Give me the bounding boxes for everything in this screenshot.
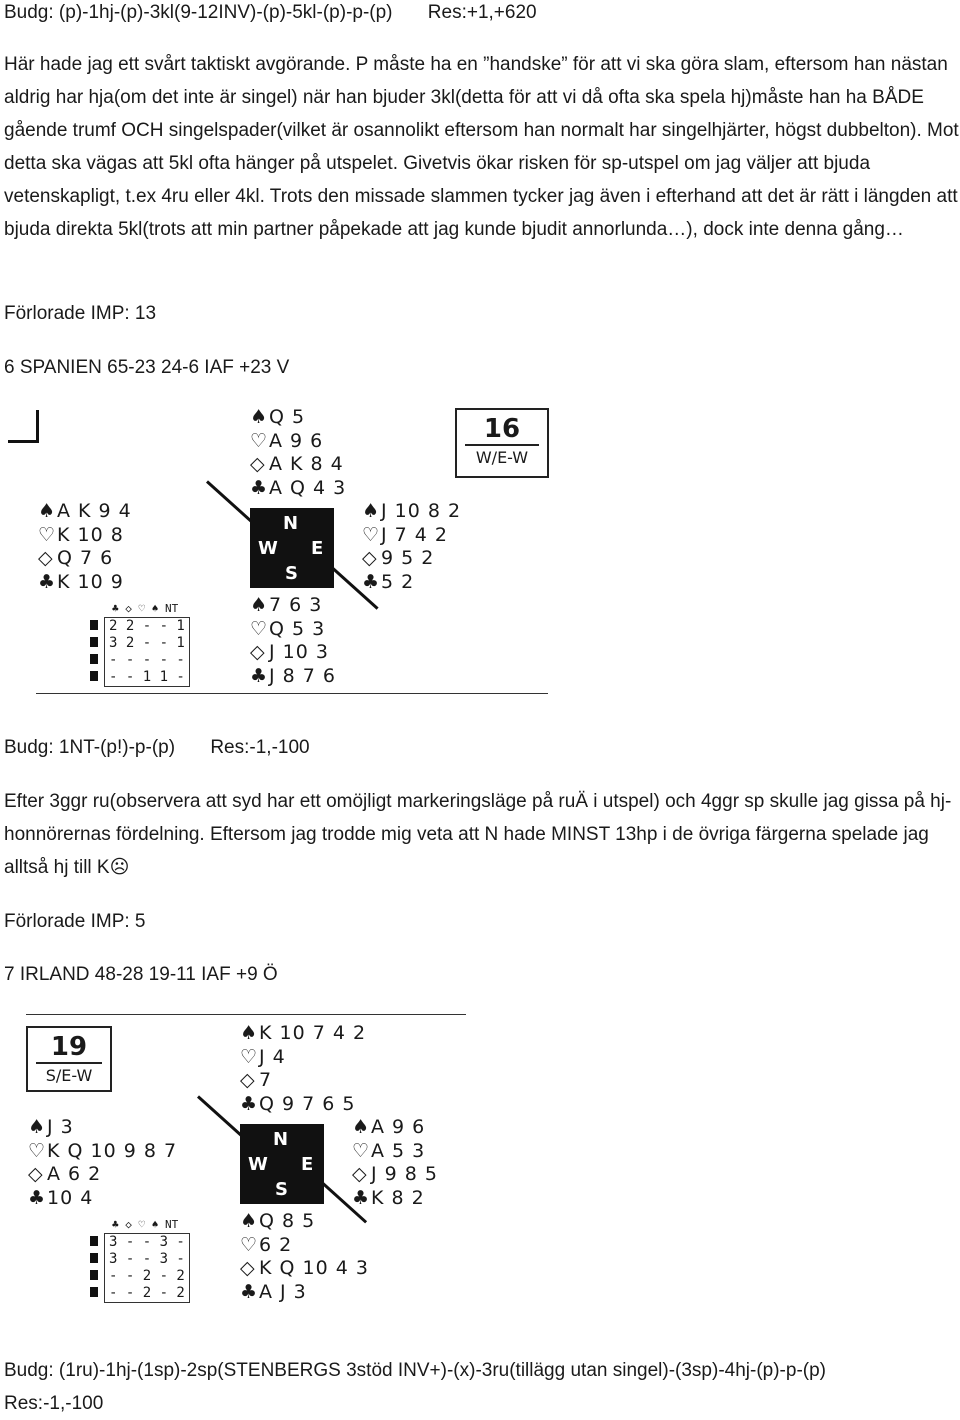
cards: 5 2 <box>381 570 415 593</box>
heart-row <box>250 430 346 454</box>
compass-north: N <box>283 513 299 534</box>
cards: J 7 4 2 <box>381 523 448 546</box>
cards: A J 3 <box>259 1280 307 1303</box>
cards: Q 8 5 <box>259 1210 316 1232</box>
club-icon: ♣ <box>352 1186 371 1209</box>
cards: K 10 7 4 2 <box>259 1022 367 1044</box>
cards: J 8 7 6 <box>269 664 336 687</box>
cards: Q 7 6 <box>57 547 114 569</box>
topline <box>26 1014 466 1015</box>
spade-row <box>352 1116 438 1140</box>
result-text: Res:+1,+620 <box>427 2 537 23</box>
cards: 7 6 3 <box>269 594 323 616</box>
south-hand <box>240 1210 369 1304</box>
direction-marker <box>90 1233 104 1250</box>
spade-icon: ♠ <box>362 500 381 522</box>
spade-row <box>28 1116 177 1140</box>
heart-row <box>28 1140 177 1164</box>
compass-box <box>250 508 334 588</box>
dd-row: 3 2 - - 1 <box>109 635 185 651</box>
board-number: 16 <box>465 414 539 446</box>
diamond-row <box>250 453 346 477</box>
lost-imp-16: Förlorade IMP: 5 <box>4 911 146 932</box>
diamond-row <box>352 1163 438 1187</box>
dd-row: 2 2 - - 1 <box>109 618 185 634</box>
spade-icon: ♠ <box>240 1022 259 1044</box>
cards: 9 5 2 <box>381 547 435 569</box>
bidding-text: Budg: (p)-1hj-(p)-3kl(9-12INV)-(p)-5kl-(p)-p-(p) <box>4 2 393 23</box>
spade-row <box>250 406 346 430</box>
spade-icon: ♠ <box>240 1210 259 1232</box>
club-row <box>38 571 132 595</box>
club-row <box>362 571 461 595</box>
club-row <box>352 1187 438 1211</box>
direction-marker <box>90 651 104 668</box>
bidding-line-19 <box>4 1354 959 1420</box>
analysis-paragraph-16: Efter 3ggr ru(observera att syd har ett omöjligt markeringsläge på ruÄ i utspel) och 4ggr sp skulle jag gissa på hj-honnörernas fördelning. Eftersom jag trodde mig veta att N hade MINST 13hp i de övriga färgerna spelade jag alltså hj till K☹ <box>4 791 952 878</box>
cards: A 6 2 <box>47 1163 102 1185</box>
diamond-icon: ◇ <box>240 1257 256 1279</box>
cards: Q 5 <box>269 406 306 428</box>
cards: J 10 8 2 <box>381 500 462 522</box>
board-box <box>26 1026 112 1092</box>
diamond-icon: ◇ <box>352 1163 368 1185</box>
club-row <box>28 1187 177 1211</box>
bidding-text: Budg: 1NT-(p!)-p-(p) <box>4 737 176 758</box>
direction-marker <box>90 1267 104 1284</box>
double-dummy-table <box>90 600 190 687</box>
cards: 7 <box>259 1069 273 1091</box>
club-icon: ♣ <box>240 1280 259 1303</box>
spade-icon: ♠ <box>352 1116 371 1138</box>
dd-header: ♣ ◇ ♡ ♠ NT <box>112 602 179 615</box>
heart-row <box>250 618 336 642</box>
spade-row <box>250 594 336 618</box>
heart-row <box>240 1234 369 1258</box>
heart-icon: ♡ <box>38 523 57 546</box>
spade-row <box>240 1022 366 1046</box>
bidding-line-top <box>4 0 537 29</box>
cards: J 9 8 5 <box>371 1163 438 1185</box>
club-icon: ♣ <box>250 476 269 499</box>
heart-icon: ♡ <box>250 429 269 452</box>
dd-row: - - - - - <box>109 652 185 668</box>
deal-diagram-19 <box>0 1012 560 1312</box>
cards: A K 9 4 <box>57 500 132 522</box>
cards: A 9 6 <box>269 429 324 452</box>
match-heading-7: 7 IRLAND 48-28 19-11 IAF +9 Ö <box>4 964 278 985</box>
direction-marker <box>90 1250 104 1267</box>
direction-marker <box>90 1284 104 1301</box>
baseline <box>36 693 548 694</box>
dd-grid <box>104 617 190 687</box>
heart-row <box>352 1140 438 1164</box>
cards: Q 5 3 <box>269 617 326 640</box>
direction-marker <box>90 668 104 685</box>
dd-direction-markers <box>90 1233 104 1303</box>
result-text: Res:-1,-100 <box>4 1393 104 1414</box>
heart-icon: ♡ <box>362 523 381 546</box>
north-hand <box>250 406 346 500</box>
diamond-icon: ◇ <box>362 547 378 569</box>
diamond-icon: ◇ <box>250 641 266 663</box>
diamond-icon: ◇ <box>38 547 54 569</box>
compass-west: W <box>258 538 278 559</box>
spade-icon: ♠ <box>250 406 269 428</box>
diamond-row <box>240 1257 369 1281</box>
heart-icon: ♡ <box>250 617 269 640</box>
compass-south: S <box>285 563 298 584</box>
east-hand <box>362 500 461 594</box>
dd-row: - - 2 - 2 <box>109 1285 185 1301</box>
deal-diagram-16 <box>0 400 560 710</box>
heart-icon: ♡ <box>352 1139 371 1162</box>
cards: 10 4 <box>47 1186 94 1209</box>
vulnerability: W/E-W <box>475 448 529 467</box>
bidding-text: Budg: (1ru)-1hj-(1sp)-2sp(STENBERGS 3stöd INV+)-(x)-3ru(tillägg utan singel)-(3sp)-4hj-(p)-p-(p) <box>4 1360 826 1381</box>
match-heading-6: 6 SPANIEN 65-23 24-6 IAF +23 V <box>4 357 290 378</box>
double-dummy-table <box>90 1216 190 1303</box>
cards: J 4 <box>259 1045 286 1068</box>
dd-row: 3 - - 3 - <box>109 1234 185 1250</box>
diamond-icon: ◇ <box>240 1069 256 1091</box>
compass-north: N <box>273 1129 289 1150</box>
diamond-row <box>250 641 336 665</box>
club-icon: ♣ <box>38 570 57 593</box>
diamond-row <box>362 547 461 571</box>
east-hand <box>352 1116 438 1210</box>
club-icon: ♣ <box>240 1092 259 1115</box>
spade-row <box>240 1210 369 1234</box>
cards: K Q 10 9 8 7 <box>47 1139 178 1162</box>
compass-east: E <box>311 538 324 559</box>
diamond-row <box>240 1069 366 1093</box>
cards: Q 9 7 6 5 <box>259 1092 356 1115</box>
dd-direction-markers <box>90 617 104 687</box>
dd-row: - - 1 1 - <box>109 669 185 685</box>
club-row <box>240 1093 366 1117</box>
club-icon: ♣ <box>250 664 269 687</box>
club-icon: ♣ <box>362 570 381 593</box>
dd-row: - - 2 - 2 <box>109 1268 185 1284</box>
diamond-row <box>28 1163 177 1187</box>
dd-grid <box>104 1233 190 1303</box>
heart-row <box>240 1046 366 1070</box>
heart-icon: ♡ <box>240 1233 259 1256</box>
north-hand <box>240 1022 366 1116</box>
club-icon: ♣ <box>28 1186 47 1209</box>
result-text: Res:-1,-100 <box>210 737 310 758</box>
compass-west: W <box>248 1154 268 1175</box>
direction-marker <box>90 617 104 634</box>
lost-imp-top: Förlorade IMP: 13 <box>4 303 157 324</box>
bidding-line-16 <box>4 731 310 764</box>
cards: A K 8 4 <box>269 453 344 475</box>
spade-icon: ♠ <box>250 594 269 616</box>
cards: K 10 8 <box>57 523 124 546</box>
corner-mark <box>8 410 39 443</box>
cards: K 8 2 <box>371 1186 425 1209</box>
vulnerability: S/E-W <box>45 1066 93 1085</box>
diamond-icon: ◇ <box>250 453 266 475</box>
compass-south: S <box>275 1179 288 1200</box>
club-row <box>250 477 346 501</box>
cards: J 10 3 <box>269 641 329 663</box>
cards: J 3 <box>47 1116 74 1138</box>
diamond-row <box>38 547 132 571</box>
cards: A 9 6 <box>371 1116 426 1138</box>
cards: A Q 4 3 <box>269 476 347 499</box>
club-row <box>250 665 336 689</box>
compass-east: E <box>301 1154 314 1175</box>
club-row <box>240 1281 369 1305</box>
spade-row <box>38 500 132 524</box>
board-number: 19 <box>36 1032 102 1064</box>
heart-icon: ♡ <box>240 1045 259 1068</box>
spade-icon: ♠ <box>38 500 57 522</box>
diamond-icon: ◇ <box>28 1163 44 1185</box>
heart-row <box>362 524 461 548</box>
cards: 6 2 <box>259 1233 293 1256</box>
south-hand <box>250 594 336 688</box>
heart-row <box>38 524 132 548</box>
dd-header: ♣ ◇ ♡ ♠ NT <box>112 1218 179 1231</box>
heart-icon: ♡ <box>28 1139 47 1162</box>
cards: A 5 3 <box>371 1139 426 1162</box>
spade-row <box>362 500 461 524</box>
direction-marker <box>90 634 104 651</box>
dd-row: 3 - - 3 - <box>109 1251 185 1267</box>
cards: K 10 9 <box>57 570 124 593</box>
board-box <box>455 408 549 478</box>
spade-icon: ♠ <box>28 1116 47 1138</box>
compass-box <box>240 1124 324 1204</box>
west-hand <box>28 1116 177 1210</box>
analysis-paragraph: Här hade jag ett svårt taktiskt avgörande. P måste ha en ”handske” för att vi ska göra slam, eftersom han nästan aldrig har hja(om det inte är singel) när han bjuder 3kl(detta för att vi då ofta ska spela hj)måste han ha BÅDE gående trumf OCH singelspader(vilket är osannolikt eftersom han normalt har singelhjärter, högst dubbelton). Mot detta ska vägas att 5kl ofta hänger på utspelet. Givetvis ökar risken för sp-utspel om jag väljer att bjuda vetenskapligt, t.ex 4ru eller 4kl. Trots den missade slammen tycker jag även i efterhand att det är rätt i längden att bjuda direkta 5kl(trots att min partner påpekade att jag kunde bjudit annorlunda…), dock inte denna gång… <box>4 54 959 240</box>
west-hand <box>38 500 132 594</box>
cards: K Q 10 4 3 <box>259 1257 369 1279</box>
